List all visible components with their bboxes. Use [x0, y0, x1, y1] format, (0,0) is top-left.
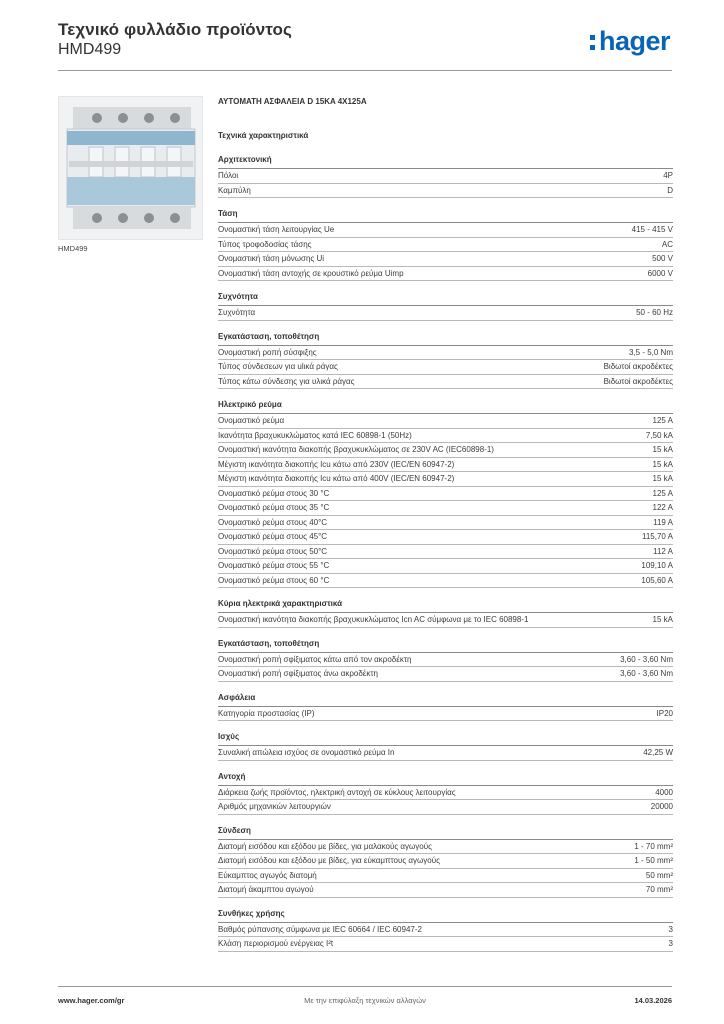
spec-label: Τύπος κάτω σύνδεσης για υλικά ράγας	[218, 376, 355, 386]
spec-value: 4000	[655, 787, 673, 797]
spec-label: Διατομή εισόδου και εξόδου με βίδες, για εύκαμπτους αγωγούς	[218, 856, 440, 865]
spec-row	[218, 414, 673, 429]
spec-row	[218, 937, 673, 952]
spec-label: Εύκαμπτος αγωγός διατομή	[218, 870, 317, 880]
spec-row	[218, 883, 673, 898]
section-title: Αρχιτεκτονική	[218, 154, 673, 169]
spec-value: 125 A	[652, 416, 673, 425]
spec-label: Ικανότητα βραχυκυκλώματος κατά IEC 60898-1 (50Hz)	[218, 430, 412, 440]
spec-value: 4P	[663, 171, 673, 180]
spec-label: Ονομαστική ροπή σύσφιξης	[218, 347, 317, 357]
spec-section	[218, 692, 673, 722]
spec-value: 109,10 A	[641, 561, 673, 570]
image-caption: HMD499	[58, 244, 88, 253]
spec-row	[218, 653, 673, 668]
spec-label: Ονομαστικό ρεύμα στους 40°C	[218, 517, 328, 527]
spec-value: D	[667, 185, 673, 195]
section-title: Κύρια ηλεκτρικά χαρακτηριστικά	[218, 598, 673, 613]
spec-value: 15 kA	[652, 474, 673, 483]
spec-label: Ονομαστικό ρεύμα στους 30 °C	[218, 488, 330, 498]
spec-label: Μέγιστη ικανότητα διακοπής Icu κάτω από 400V (IEC/EN 60947-2)	[218, 474, 455, 483]
spec-label: Κατηγορία προστασίας (IP)	[218, 708, 315, 718]
spec-row	[218, 545, 673, 560]
page-header	[58, 20, 670, 70]
spec-section	[218, 598, 673, 628]
spec-label: Μέγιστη ικανότητα διακοπής Icu κάτω από 230V (IEC/EN 60947-2)	[218, 459, 455, 469]
spec-section	[218, 399, 673, 588]
section-title: Αντοχή	[218, 771, 673, 786]
spec-row	[218, 458, 673, 473]
product-name: ΑΥΤΟΜΑΤΗ ΑΣΦΑΛΕΙΑ D 15KA 4X125A	[218, 97, 367, 106]
spec-label: Ονομαστικό ρεύμα στους 35 °C	[218, 503, 330, 512]
spec-value: 125 A	[652, 488, 673, 498]
spec-label: Καμπύλη	[218, 185, 251, 195]
spec-label: Ονομαστική ροπή σφίξιματος κάτω από τον ακροδέκτη	[218, 654, 412, 664]
section-title: Συχνότητα	[218, 291, 673, 306]
spec-row	[218, 800, 673, 815]
header-divider	[58, 70, 672, 71]
spec-row	[218, 360, 673, 375]
spec-row	[218, 707, 673, 722]
spec-label: Ονομαστική τάση αντοχής σε κρουστικό ρεύμα Uimp	[218, 268, 404, 278]
spec-row	[218, 443, 673, 458]
spec-label: Διατομή εισόδου και εξόδου με βίδες, για μαλακούς αγωγούς	[218, 841, 432, 851]
spec-value: 7,50 kA	[645, 430, 673, 440]
spec-label: Ονομαστικό ρεύμα	[218, 416, 285, 425]
spec-row	[218, 869, 673, 884]
product-code: HMD499	[58, 41, 122, 58]
spec-row	[218, 267, 673, 282]
spec-value: 415 - 415 V	[631, 225, 673, 234]
spec-section	[218, 908, 673, 952]
spec-sections	[218, 154, 673, 952]
spec-label: Τύπος σύνδεσεων για ulικά ράγας	[218, 362, 338, 371]
spec-section	[218, 208, 673, 281]
spec-row	[218, 667, 673, 682]
section-title: Εγκατάσταση, τοποθέτηση	[218, 638, 673, 653]
spec-row	[218, 238, 673, 253]
spec-row	[218, 746, 673, 761]
spec-row	[218, 169, 673, 184]
footer-note: Με την επιφύλαξη τεχνικών αλλαγών	[304, 996, 426, 1005]
spec-content	[218, 96, 673, 952]
spec-row	[218, 923, 673, 938]
spec-label: Κλάση περιορισμού ενέργειας I²t	[218, 939, 334, 948]
spec-value: 3	[668, 924, 673, 934]
spec-label: Ονομαστική τάση μόνωσης Ui	[218, 254, 325, 263]
spec-row	[218, 840, 673, 855]
section-title: Συνθήκες χρήσης	[218, 908, 673, 923]
spec-row	[218, 501, 673, 516]
spec-row	[218, 346, 673, 361]
spec-row	[218, 487, 673, 502]
spec-row	[218, 252, 673, 267]
spec-value: IP20	[656, 708, 673, 718]
spec-label: Ονομαστική τάση λειτουργίας Ue	[218, 225, 335, 234]
spec-row	[218, 854, 673, 869]
spec-value: 112 A	[653, 546, 673, 556]
spec-value: 500 V	[652, 254, 673, 263]
footer-divider	[58, 986, 672, 987]
logo-dots-icon	[590, 31, 597, 51]
spec-label: Ονομαστικό ρεύμα στους 45°C	[218, 532, 328, 541]
spec-row	[218, 613, 673, 628]
spec-row	[218, 559, 673, 574]
spec-label: Ονομαστική ικανότητα διακοπής βραχυκυκλώματος Icn AC σύμφωνα με το IEC 60898-1	[218, 615, 529, 624]
spec-label: Ονομαστικό ρεύμα στους 50°C	[218, 546, 328, 556]
spec-label: Βαθμός ρύπανσης σύμφωνα με IEC 60664 / IEC 60947-2	[218, 924, 422, 934]
spec-value: 15 kA	[652, 615, 673, 624]
product-image	[58, 96, 203, 240]
spec-value: 3,5 - 5,0 Nm	[628, 347, 673, 357]
spec-row	[218, 223, 673, 238]
spec-label: Ονομαστική ικανότητα διακοπής βραχυκυκλώματος σε 230V AC (IEC60898-1)	[218, 445, 494, 454]
spec-label: Συναλική απώλεια ισχύος σε ονομαστικό ρεύμα In	[218, 748, 395, 757]
spec-label: Συχνότητα	[218, 308, 256, 317]
spec-row	[218, 530, 673, 545]
spec-label: Ονομαστική ροπή σφίξιματος άνω ακροδέκτη	[218, 669, 378, 678]
spec-value: 70 mm²	[645, 885, 673, 894]
spec-value: Βιδωτοί ακροδέκτες	[603, 362, 673, 371]
spec-value: 105,60 A	[641, 575, 673, 585]
spec-label: Τύπος τροφοδοσίας τάσης	[218, 239, 312, 249]
spec-section	[218, 771, 673, 815]
spec-section	[218, 331, 673, 390]
section-title: Τάση	[218, 208, 673, 223]
spec-value: AC	[661, 239, 673, 249]
spec-value: 15 kA	[652, 445, 673, 454]
spec-label: Διατομή άκαμπτου αγωγού	[218, 885, 314, 894]
spec-value: 42,25 W	[643, 748, 673, 757]
spec-row	[218, 574, 673, 589]
spec-value: 3,60 - 3,60 Nm	[620, 669, 673, 678]
spec-value: 119 A	[653, 517, 673, 527]
section-title: Ασφάλεια	[218, 692, 673, 707]
logo-text: hager	[598, 26, 670, 56]
spec-label: Ονομαστικό ρεύμα στους 55 °C	[218, 561, 330, 570]
spec-value: 50 - 60 Hz	[636, 308, 673, 317]
spec-label: Αριθμός μηχανικών λειτουργιών	[218, 802, 331, 811]
section-title: Εγκατάσταση, τοποθέτηση	[218, 331, 673, 346]
spec-section	[218, 154, 673, 198]
spec-value: 15 kA	[652, 459, 673, 469]
spec-value: 6000 V	[647, 268, 673, 278]
spec-row	[218, 429, 673, 444]
spec-section	[218, 291, 673, 321]
spec-value: 115,70 A	[642, 532, 673, 541]
spec-label: Διάρκεια ζωής προϊόντος, ηλεκτρική αντοχή σε κύκλους λειτουργίας	[218, 787, 456, 797]
spec-section	[218, 825, 673, 898]
section-title: Ηλεκτρικό ρεύμα	[218, 399, 673, 414]
spec-label: Πόλοι	[218, 171, 239, 180]
spec-row	[218, 184, 673, 199]
page-footer	[58, 996, 672, 1010]
circuit-breaker-icon	[59, 97, 202, 239]
spec-value: Βιδωτοί ακροδέκτες	[603, 376, 673, 386]
spec-value: 1 - 50 mm²	[634, 856, 673, 865]
section-title: Σύνδεση	[218, 825, 673, 840]
technical-heading: Τεχνικά χαρακτηριστικά	[218, 131, 309, 140]
spec-value: 3,60 - 3,60 Nm	[620, 654, 673, 664]
spec-row	[218, 306, 673, 321]
spec-row	[218, 472, 673, 487]
hager-logo	[590, 26, 670, 57]
spec-value: 122 A	[652, 503, 673, 512]
spec-row	[218, 516, 673, 531]
spec-value: 20000	[650, 802, 673, 811]
spec-label: Ονομαστικό ρεύμα στους 60 °C	[218, 575, 330, 585]
spec-row	[218, 786, 673, 801]
section-title: Ισχύς	[218, 731, 673, 746]
document-title: Τεχνικό φυλλάδιο προϊόντος	[58, 20, 292, 39]
spec-value: 3	[668, 939, 673, 948]
spec-section	[218, 731, 673, 761]
spec-value: 1 - 70 mm²	[634, 841, 673, 851]
spec-section	[218, 638, 673, 682]
footer-website-link[interactable]: www.hager.com/gr	[58, 996, 125, 1005]
spec-row	[218, 375, 673, 390]
footer-date: 14.03.2026	[634, 996, 672, 1005]
spec-value: 50 mm²	[645, 870, 673, 880]
